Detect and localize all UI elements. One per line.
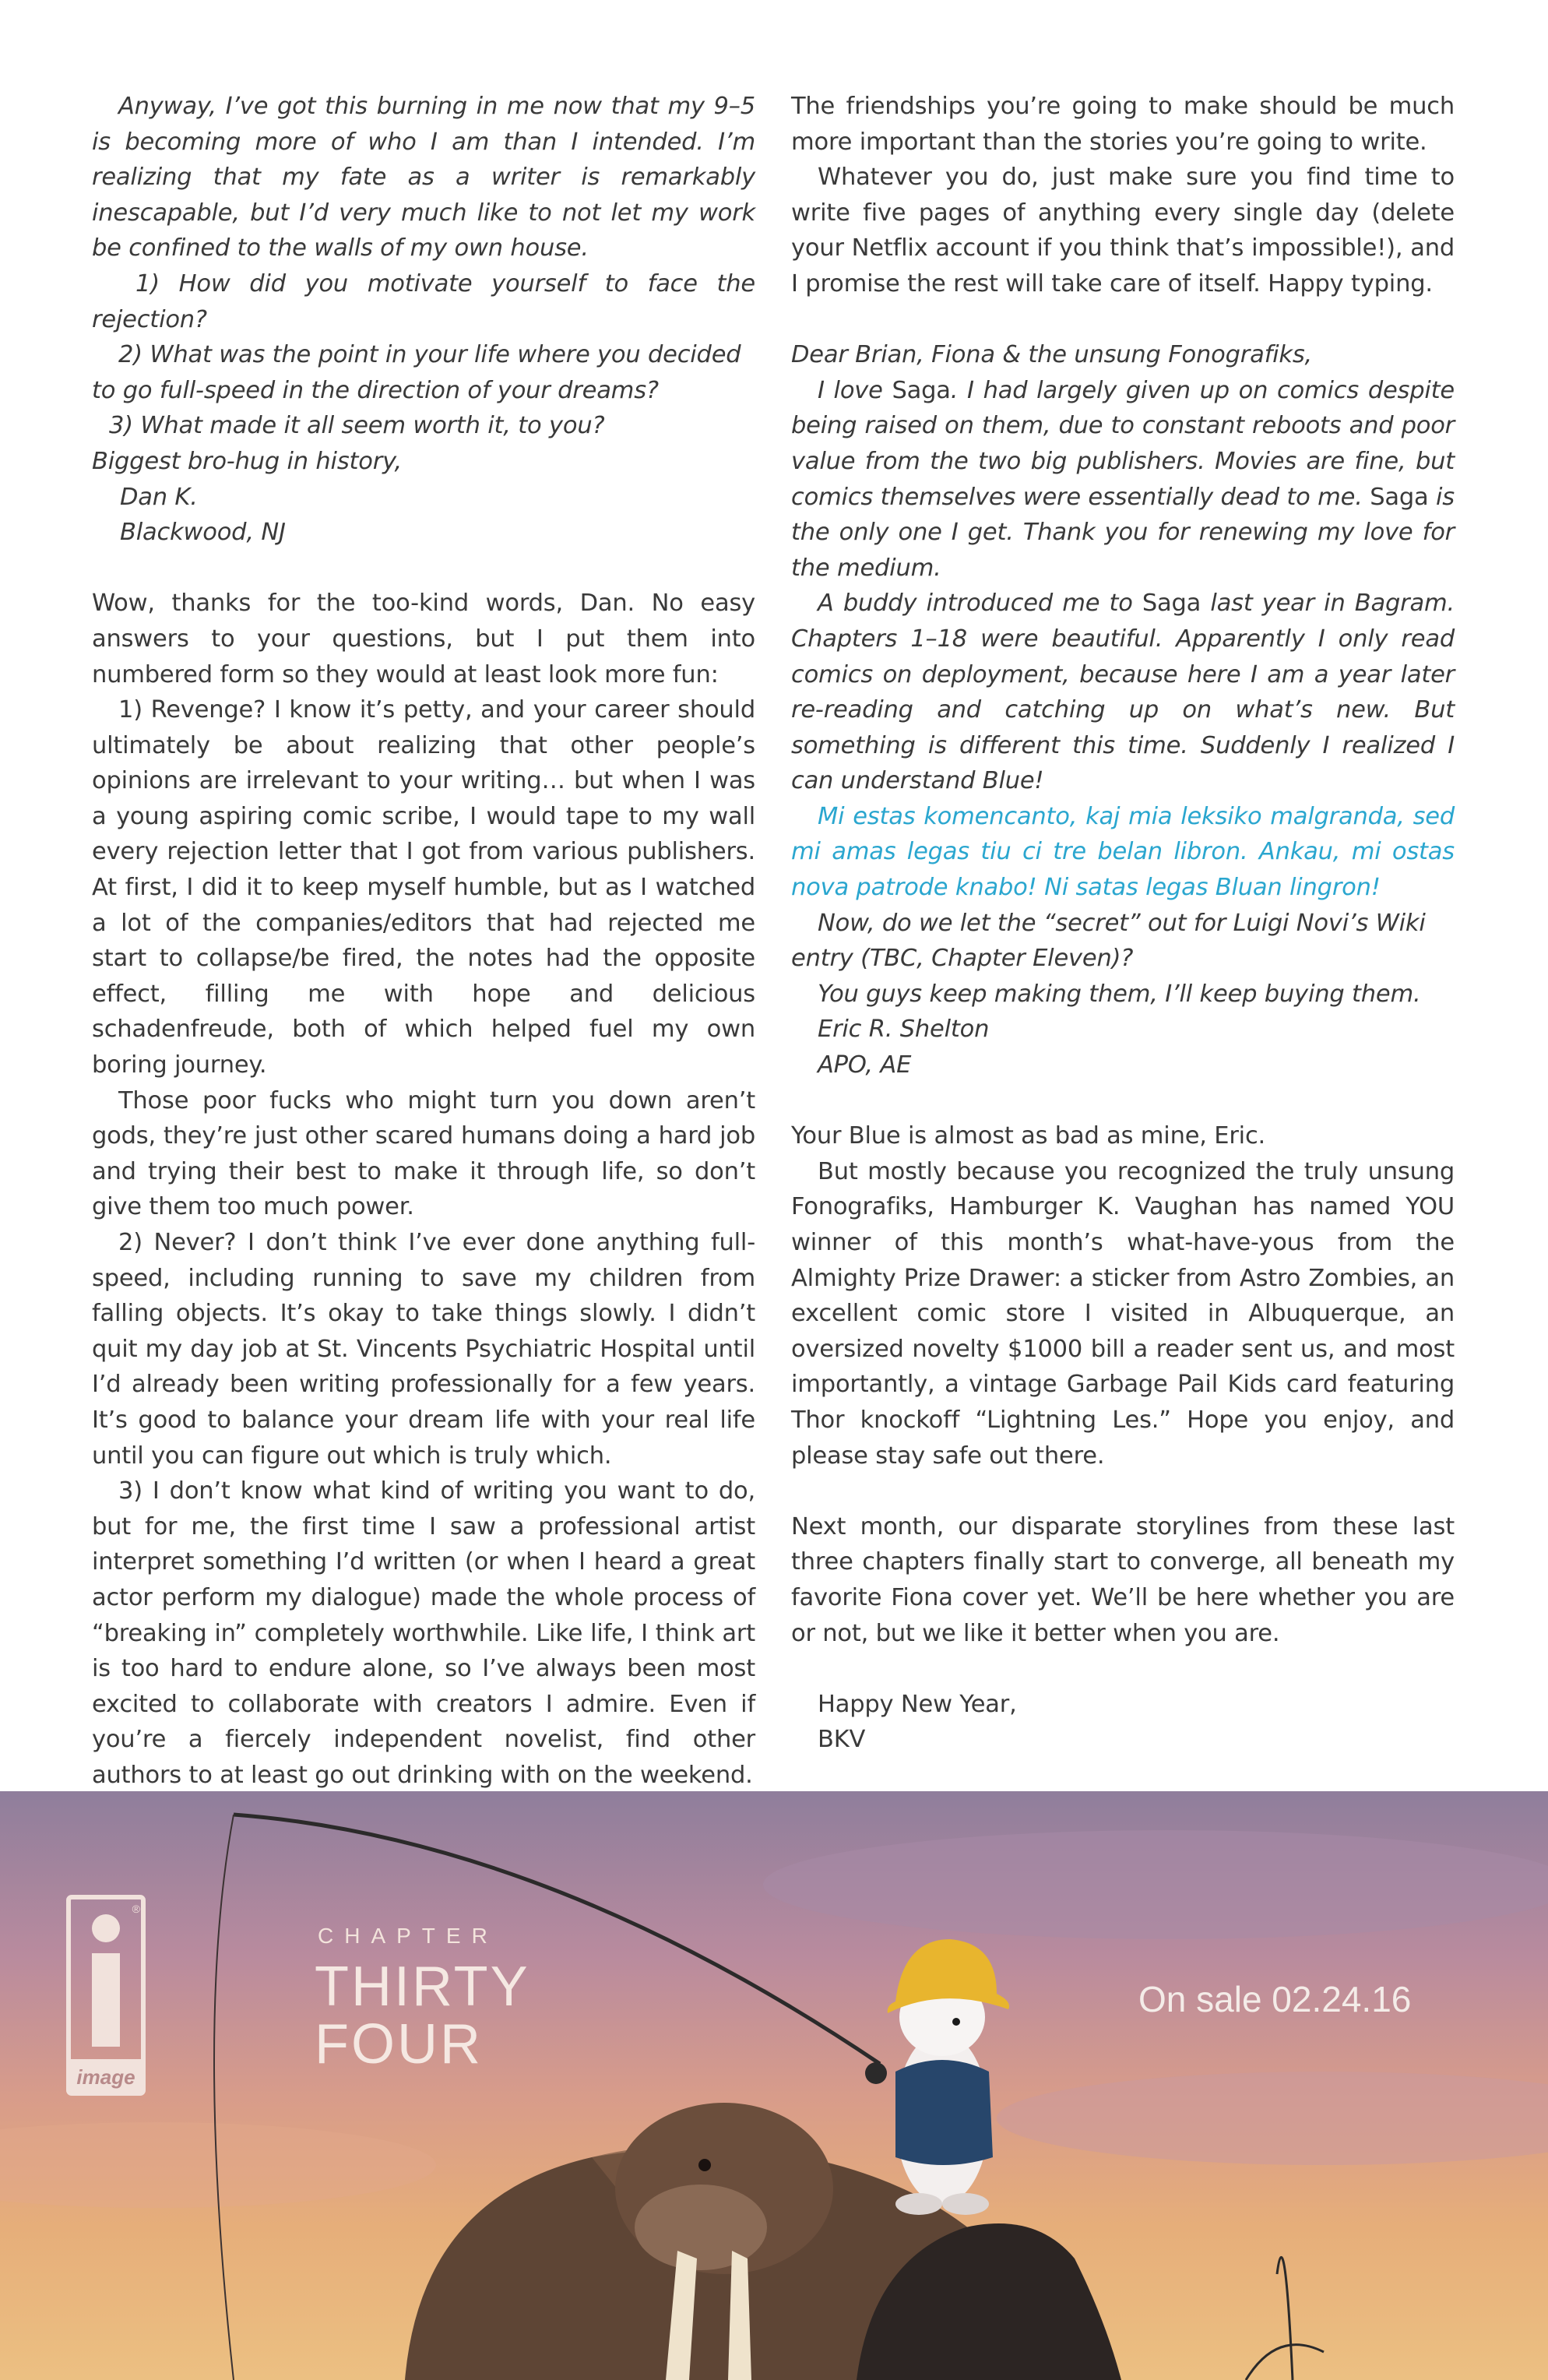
blue-language-text: Mi estas komencanto, kaj mia leksiko malgranda, sed mi amas legas tiu ci tre belan libron. Ankau, mi ostas nova patrode knabo! Ni satas legas Bluan lingron! (791, 802, 1455, 902)
reply-next-month: Next month, our disparate storylines from these last three chapters finally start to converge, all beneath my favorite Fiona cover yet. We’ll be here whether you are or not, but we like it better when you are. (791, 1512, 1455, 1647)
fishing-line (214, 1815, 234, 2380)
dan-question-2: 2) What was the point in your life where you decided to go full-speed in the direction of your dreams? (92, 341, 741, 404)
spacer (791, 1473, 1455, 1509)
eric-signature-name: Eric R. Shelton (818, 1016, 990, 1044)
chapter-label: CHAPTER (318, 1924, 498, 1948)
saga-title: Saga (892, 376, 951, 404)
dan-question-3: 3) What made it all seem worth it, to you? (109, 412, 605, 440)
logo-stem (92, 1953, 120, 2047)
dan-letter-paragraph: Anyway, I’ve got this burning in me now that my 9–5 is becoming more of who I am than I intended. I’m realizing that my fate as a writer is remarkably inescapable, but I’d very much like to not let my work be confined to the walls of my own house. (92, 93, 755, 262)
chapter-number-line-1: THIRTY (315, 1956, 530, 2018)
fishing-line-right (1246, 2345, 1324, 2380)
logo-dot (92, 1914, 120, 1942)
fishing-line-right (1277, 2257, 1293, 2380)
dan-signature-name: Dan K. (120, 483, 198, 511)
spacer (791, 1651, 1455, 1687)
spacer (92, 551, 755, 586)
reply-answer-1: 1) Revenge? I know it’s petty, and your career should ultimately be about realizing that other people’s opinions are irrelevant to your writing… but when I was a young aspiring comic scribe, I would tape to my wall every rejection letter that I got from various publishers. At first, I did it to keep myself humble, but as I watched a lot of the companies/editors that had rejected me start to collapse/be fired, the notes had the opposite effect, filling me with hope and delicious schadenfreude, both of which helped fuel my own boring journey. (92, 696, 755, 1079)
next-issue-ad (0, 1791, 1548, 2380)
eric-letter-paragraph-3: Now, do we let the “secret” out for Luigi Novi’s Wiki entry (TBC, Chapter Eleven)? (791, 909, 1426, 973)
signature-bkv: BKV (818, 1726, 866, 1754)
saga-title: Saga (1142, 590, 1201, 618)
walrus-eye (698, 2159, 711, 2171)
dan-question-1: 1) How did you motivate yourself to face the rejection? (92, 269, 755, 333)
reply-answer-1b: Those poor fucks who might turn you down aren’t gods, they’re just other scared humans doing a hard job and trying their best to make it through life, so don’t give them too much power. (92, 1086, 755, 1221)
text-run: last year in Bagram. Chapters 1–18 were beautiful. Apparently I only read comics on deployment, because here I am a year later re-reading and catching up on what’s new. But something is different this time. Suddenly I realized I can understand Blue! (791, 590, 1455, 795)
eric-letter-paragraph-4: You guys keep making them, I’ll keep buying them. (818, 980, 1421, 1008)
reply-answer-3: 3) I don’t know what kind of writing you want to do, but for me, the first time I saw a professional artist interpret something I’d written (or when I heard a great actor perform my dialogue) made the whole process of “breaking in” completely worthwhile. Like life, I think art is too hard to endure alone, so I’ve always been most excited to collaborate with creators I admire. Even if you’re a fiercely independent novelist, find other authors to at least go out drinking with on the weekend. (92, 1477, 755, 1789)
reply-intro: Wow, thanks for the too-kind words, Dan. No easy answers to your questions, but I put them into numbered form so they would at least look more fun: (92, 590, 755, 688)
cloud (997, 2072, 1548, 2165)
right-column (791, 89, 1455, 1758)
chapter-number (315, 1958, 530, 2073)
saga-title: Saga (1370, 483, 1429, 511)
chapter-number-line-2: FOUR (315, 2013, 483, 2075)
logo-text: image (76, 2065, 135, 2089)
seal-nose (952, 2018, 960, 2026)
text-run: . I had largely given up on comics despite being raised on them, due to constant reboots and poor value from the two big publishers. Movies are fine, but comics themselves were essentially dead to me. (791, 376, 1455, 511)
seal-sweater (895, 2060, 993, 2165)
text-run: is the only one I get. Thank you for renewing my love for the medium. (791, 483, 1455, 582)
on-sale-date: On sale 02.24.16 (1138, 1979, 1412, 2019)
eric-letter-paragraph-2 (791, 586, 1455, 799)
logo-registered-mark: ® (132, 1903, 140, 1915)
eric-signature-place: APO, AE (818, 1051, 912, 1079)
spacer (791, 1083, 1455, 1119)
left-column (92, 89, 755, 1794)
eric-letter-paragraph-1 (791, 373, 1455, 586)
seal-flipper (942, 2193, 989, 2215)
spacer (791, 302, 1455, 338)
seal-flipper (895, 2193, 942, 2215)
reply-answer-2: 2) Never? I don’t think I’ve ever done anything full-speed, including running to save my children from falling objects. It’s okay to take things slowly. I didn’t quit my day job at St. Vincents Psychiatric Hospital until I’d already been writing professionally for a few years. It’s good to balance your dream life with your real life until you can figure out which is truly which. (92, 1229, 755, 1470)
text-run: I love (818, 376, 892, 404)
cloud (763, 1830, 1548, 1939)
reply-eric-prize: But mostly because you recognized the truly unsung Fonografiks, Hamburger K. Vaughan has named YOU winner of this month’s what-have-yous from the Almighty Prize Drawer: a sticker from Astro Zombies, an excellent comic store I visited in Albuquerque, an oversized novelty $1000 bill a reader sent us, and most importantly, a vintage Garbage Pail Kids card featuring Thor knockoff “Lightning Les.” Hope you enjoy, and please stay safe out there. (791, 1157, 1455, 1470)
cover-illustration (0, 1791, 1548, 2380)
text-run: A buddy introduced me to (818, 590, 1142, 618)
dan-signoff: Biggest bro-hug in history, (92, 447, 403, 475)
walrus-snout (635, 2185, 767, 2270)
eric-salutation: Dear Brian, Fiona & the unsung Fonografiks, (791, 341, 1313, 369)
reply-typing: Whatever you do, just make sure you find time to write five pages of anything every single day (delete your Netflix account if you think that’s impossible!), and I promise the rest will take care of itself. Happy typing. (791, 164, 1455, 298)
reply-eric-opening: Your Blue is almost as bad as mine, Eric. (791, 1122, 1266, 1150)
reply-friendships: The friendships you’re going to make should be much more important than the stories you’re going to write. (791, 93, 1455, 156)
image-comics-logo (65, 1894, 146, 2097)
dan-signature-place: Blackwood, NJ (120, 519, 286, 547)
fishing-reel (865, 2062, 887, 2084)
closing: Happy New Year, (818, 1690, 1017, 1718)
